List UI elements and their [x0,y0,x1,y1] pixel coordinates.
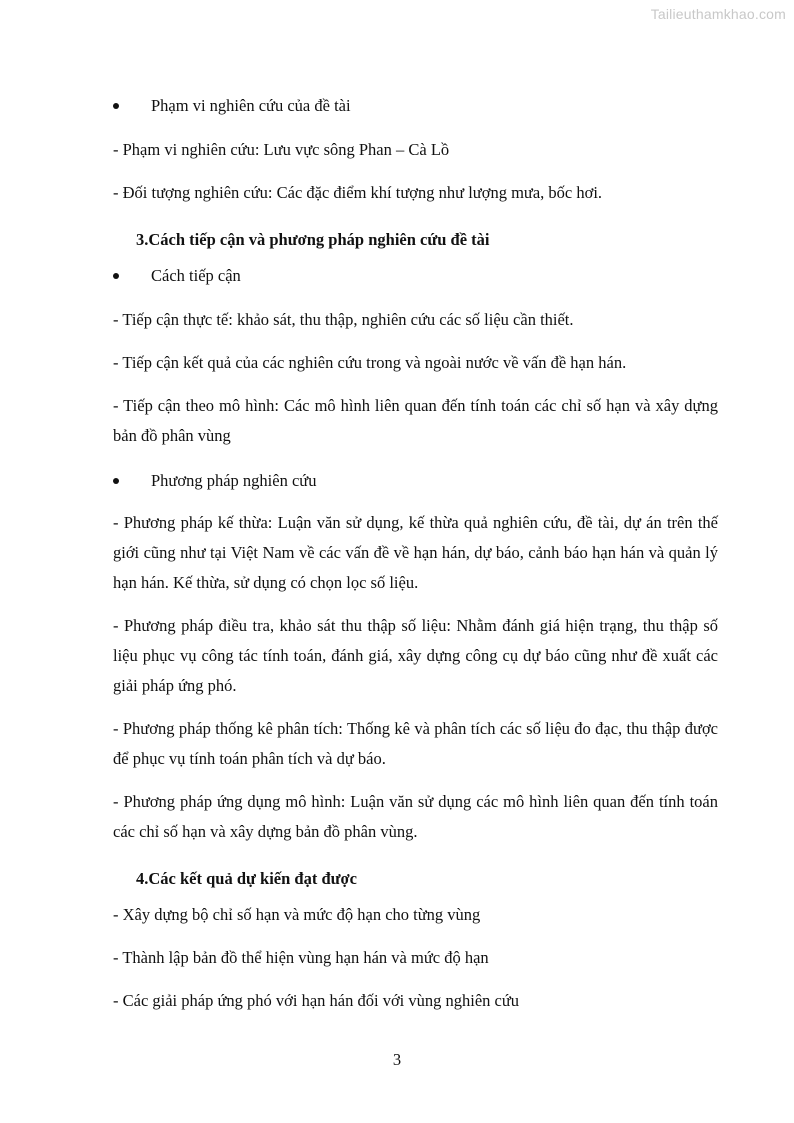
approach-line: - Tiếp cận thực tế: khảo sát, thu thập, nghiên cứu các số liệu cần thiết. [113,310,574,329]
result-line: - Thành lập bản đồ thể hiện vùng hạn hán và mức độ hạn [113,948,489,967]
section-heading: 4.Các kết quả dự kiến đạt được [136,869,358,888]
bullet-icon [113,103,119,109]
method-paragraph: - Phương pháp ứng dụng mô hình: Luận văn sử dụng các mô hình liên quan đến tính toán các chỉ số hạn và xây dựng bản đồ phân vùng. [113,792,718,841]
result-line: - Xây dựng bộ chỉ số hạn và mức độ hạn cho từng vùng [113,905,481,924]
page-number: 3 [392,1050,402,1069]
scope-line: - Phạm vi nghiên cứu: Lưu vực sông Phan – Cà Lồ [113,140,450,159]
method-paragraph: - Phương pháp kế thừa: Luận văn sử dụng, kế thừa quả nghiên cứu, đề tài, dự án trên thế giới cũng như tại Việt Nam về các vấn đề về hạn hán, dự báo, cảnh báo hạn hán và quản lý hạn hán. Kế thừa, sử dụng có chọn lọc số liệu. [113,513,718,592]
bullet-label: Phạm vi nghiên cứu của đề tài [151,96,351,115]
bullet-icon [113,478,119,484]
method-paragraph: - Phương pháp điều tra, khảo sát thu thập số liệu: Nhằm đánh giá hiện trạng, thu thập số liệu phục vụ công tác tính toán, đánh giá, xây dựng công cụ dự báo cũng như đề xuất các giải pháp ứng phó. [113,616,718,695]
watermark: Tailieuthamkhao.com [650,6,786,22]
result-line: - Các giải pháp ứng phó với hạn hán đối với vùng nghiên cứu [113,991,520,1010]
approach-paragraph: - Tiếp cận theo mô hình: Các mô hình liên quan đến tính toán các chỉ số hạn và xây dựng bản đồ phân vùng [113,396,718,445]
bullet-icon [113,273,119,279]
approach-line: - Tiếp cận kết quả của các nghiên cứu trong và ngoài nước về vấn đề hạn hán. [113,353,627,372]
object-line: - Đối tượng nghiên cứu: Các đặc điểm khí tượng như lượng mưa, bốc hơi. [113,183,603,202]
bullet-label: Phương pháp nghiên cứu [151,471,317,490]
section-heading: 3.Cách tiếp cận và phương pháp nghiên cứu đề tài [136,230,490,249]
bullet-label: Cách tiếp cận [151,266,241,285]
method-paragraph: - Phương pháp thống kê phân tích: Thống kê và phân tích các số liệu đo đạc, thu thập được để phục vụ tính toán phân tích và dự báo. [113,719,718,768]
